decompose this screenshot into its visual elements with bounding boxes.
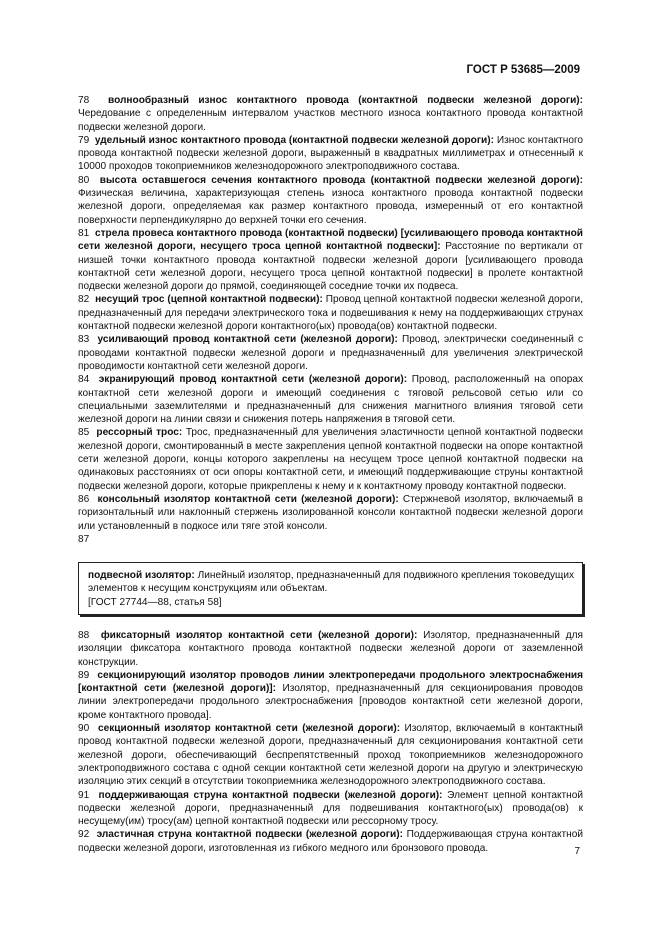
note-definition: Линейный изолятор, предназначенный для подвижного крепления токоведущих элементов к несущим конструкциям или объектам.	[88, 570, 574, 595]
term-definition: Изолятор, предназначенный для изоляции фиксатора контактного провода контактной подвески железной дороги от заземленной конструкции.	[78, 629, 583, 668]
term-title: секционный изолятор контактной сети (железной дороги):	[98, 723, 401, 735]
term-number: 82	[78, 294, 90, 306]
term-entry-89	[78, 669, 583, 722]
term-title: консольный изолятор контактной сети (железной дороги):	[97, 493, 399, 505]
term-definition: Изолятор, предназначенный для секционирования проводов линии электропередачи продольного электроснабжения [проводов контактной сети железной дороги, кроме контактного провода].	[78, 683, 583, 721]
term-entry-92	[78, 828, 583, 855]
term-entry-79	[78, 134, 583, 174]
term-entry-83	[78, 333, 583, 373]
term-entry-86	[78, 493, 583, 533]
term-definition: Стержневой изолятор, включаемый в горизонтальный или наклонный стержень изолированной консоли контактной подвески железной дороги или установленный в подкосе или тяге этой консоли.	[78, 493, 584, 532]
term-definition: Провод цепной контактной подвески железной дороги, предназначенный для передачи электрического тока и подвешивания к нему на поддерживающих струнах контактной подвески железной дороги контактного(ых) провода(ов) контактной подвески.	[78, 294, 583, 333]
term-number: 79	[78, 134, 90, 146]
page-number: 7	[574, 846, 580, 857]
term-definition: Провод, расположенный на опорах контактной сети железной дороги и имеющий соединения с тяговой рельсовой сетью или со специальными заземлителями и предназначенный для снижения магнитного влияния тяговой сети железной дороги на линии связи и снижения потерь напряжения в тяговой сети.	[78, 374, 584, 426]
term-title: удельный износ контактного провода (контактной подвески железной дороги):	[94, 134, 494, 146]
term-number: 90	[78, 723, 90, 735]
term-title: поддерживающая струна контактной подвески (железной дороги):	[98, 789, 443, 801]
term-number: 84	[78, 374, 90, 386]
term-title: несущий трос (цепной контактной подвески):	[95, 294, 323, 306]
note-reference: [ГОСТ 27744—88, статья 58]	[88, 596, 222, 608]
term-entry-81	[78, 227, 583, 293]
term-definition: Изолятор, включаемый в контактный провод контактной подвески железной дороги, предназначенный для секционирования контактной сети железной дороги, обеспечивающий беспрепятственный проход токоприемников железнодорожного электроподвижного состава с одной секции контактной сети железной дороги на другую и электрическую изоляцию этих секций в отсутствии токоприемника железнодорожного электроподвижного состава.	[78, 723, 583, 788]
reference-note-box	[78, 562, 583, 615]
term-definition: Расстояние по вертикали от низшей точки контактного провода контактной подвески железной дороги [усиливающего провода контактной сети железной дороги, несущего троса цепной контактной подвески] в пролете контактной подвески железной дороги до прямой, соединяющей соседние точки их подвеса.	[78, 241, 583, 293]
term-entry-91	[78, 789, 583, 829]
term-title: эластичная струна контактной подвески (железной дороги):	[96, 829, 403, 841]
term-entry-80	[78, 174, 583, 227]
term-entry-82	[78, 293, 583, 333]
term-number: 81	[78, 227, 90, 239]
term-number: 87	[78, 533, 90, 545]
term-number: 78	[78, 95, 90, 106]
term-title: усиливающий провод контактной сети (железной дороги):	[97, 334, 398, 346]
term-number: 83	[78, 334, 90, 346]
term-title: рессорный трос:	[96, 427, 183, 439]
term-title: высота оставшегося сечения контактного провода (контактной подвески железной дороги):	[99, 174, 583, 186]
term-entry-84	[78, 373, 583, 426]
term-definition: Физическая величина, характеризующая степень износа контактного провода контактной подвески железной дороги, определяемая как размер контактного провода, измеренный от его контактной поверхности перпендикулярно до верхней точки его сечения.	[78, 188, 583, 226]
term-number: 80	[78, 174, 90, 186]
term-number: 89	[78, 669, 90, 681]
note-term: подвесной изолятор:	[88, 570, 195, 582]
terms-list	[78, 94, 583, 855]
term-definition: Поддерживающая струна контактной подвески железной дороги, изготовленная из гибкого медного или бронзового провода.	[78, 829, 584, 854]
terms-section-top	[78, 94, 583, 533]
term-definition: Трос, предназначенный для увеличения эластичности цепной контактной подвески железной дороги, смонтированный в месте закрепления цепной контактной подвески на опоре контактной сети железной дороги, концы которого закреплены на несущем тросе цепной контактной подвески на одинаковых расстояниях от оси опоры контактной сети, и имеющий поддерживающие струны контактной подвески железной дороги, которые прикреплены к нему и к контактному проводу контактной подвески.	[78, 427, 583, 492]
term-title: волнообразный износ контактного провода (контактной подвески железной дороги):	[108, 95, 584, 106]
term-number: 88	[78, 629, 90, 641]
term-number: 91	[78, 789, 90, 801]
term-definition: Износ контактного провода контактной подвески железной дороги, выраженный в квадратных миллиметрах и отнесенный к 10000 проходов токоприемников железнодорожного электроподвижного состава.	[78, 134, 584, 173]
document-id: ГОСТ Р 53685—2009	[466, 64, 580, 76]
terms-section-bottom	[78, 629, 583, 855]
term-title: экранирующий провод контактной сети (железной дороги):	[98, 374, 408, 386]
term-number: 86	[78, 493, 90, 505]
term-entry-87	[78, 533, 583, 546]
term-title: фиксаторный изолятор контактной сети (железной дороги):	[100, 629, 418, 641]
term-definition: Элемент цепной контактной подвески железной дороги, предназначенный для подвешивания контактного(ых) провода(ов) к несущему(им) тросу(ам) цепной контактной подвески или рессорному тросу.	[78, 789, 584, 828]
term-title: секционирующий изолятор проводов линии электропередачи продольного электроснабжения [контактной сети (железной дороги)]:	[78, 669, 584, 695]
term-definition: Провод, электрически соединенный с проводами контактной подвески железной дороги и предназначенный для увеличения электрической проводимости контактной сети железной дороги.	[78, 334, 583, 372]
term-number: 85	[78, 427, 90, 439]
term-definition: Чередование с определенным интервалом участков местного износа контактного провода контактной подвески железной дороги.	[78, 108, 583, 133]
term-number: 92	[78, 829, 90, 841]
term-entry-85	[78, 426, 583, 492]
term-title: стрела провеса контактного провода (контактной подвески) [усиливающего провода контактной сети железной дороги, несущего троса цепной контактной подвески]:	[78, 227, 583, 253]
term-entry-90	[78, 722, 583, 788]
term-entry-88	[78, 629, 583, 669]
term-entry-78	[78, 94, 583, 134]
